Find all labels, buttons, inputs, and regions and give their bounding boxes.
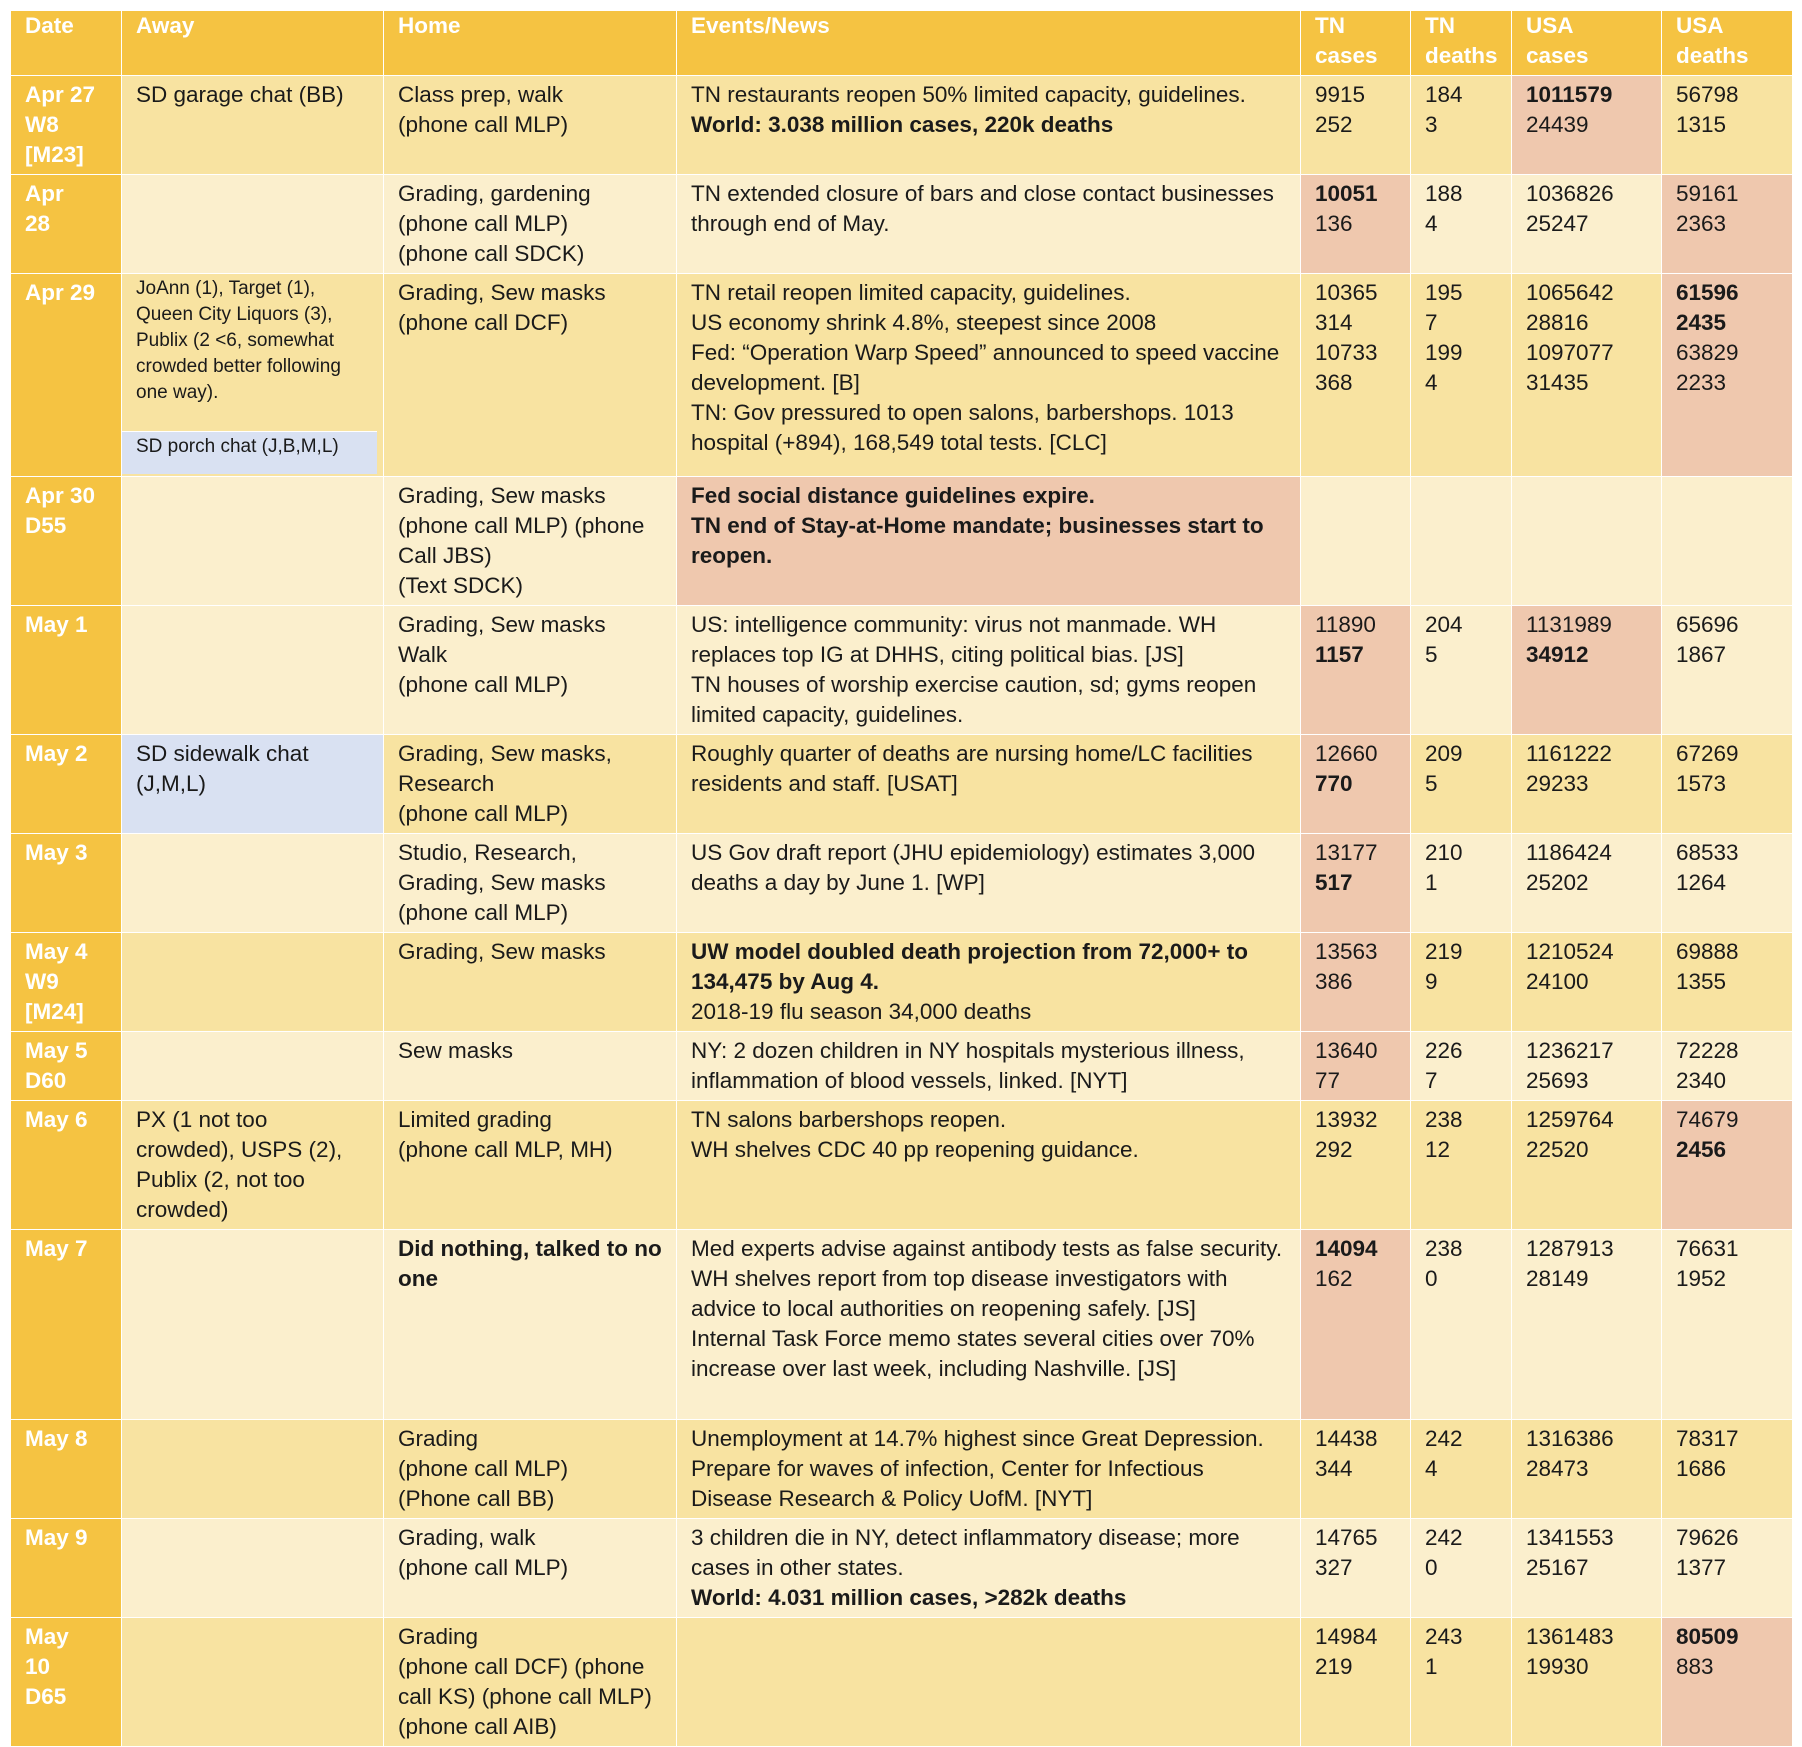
table-row <box>11 274 1793 477</box>
tn-deaths-cell: 238 0 <box>1411 1230 1512 1420</box>
header-usa-cases: USA cases <box>1512 11 1662 76</box>
away-cell <box>122 1230 384 1420</box>
usa-cases-cell: 1316386 28473 <box>1512 1420 1662 1519</box>
tn-deaths-cell: 226 7 <box>1411 1032 1512 1101</box>
events-cell <box>677 1618 1301 1747</box>
away-cell <box>122 477 384 606</box>
tn-cases-cell: 14765 327 <box>1301 1519 1411 1618</box>
away-cell <box>122 933 384 1032</box>
events-cell: TN extended closure of bars and close contact businesses through end of May. <box>677 175 1301 274</box>
tn-deaths-cell: 238 12 <box>1411 1101 1512 1230</box>
usa-deaths-cell: 61596 2435 63829 2233 <box>1662 274 1793 477</box>
tn-deaths-cell: 210 1 <box>1411 834 1512 933</box>
home-cell: Class prep, walk (phone call MLP) <box>384 76 677 175</box>
tn-cases-cell: 10051 136 <box>1301 175 1411 274</box>
usa-cases-cell: 1186424 25202 <box>1512 834 1662 933</box>
usa-deaths-cell <box>1662 477 1793 606</box>
tn-deaths-cell: 242 4 <box>1411 1420 1512 1519</box>
usa-cases-cell: 1036826 25247 <box>1512 175 1662 274</box>
away-cell: PX (1 not too crowded), USPS (2), Publix (2, not too crowded) <box>122 1101 384 1230</box>
tn-cases-cell: 13177 517 <box>1301 834 1411 933</box>
tn-deaths-cell: 219 9 <box>1411 933 1512 1032</box>
tn-cases-cell: 12660 770 <box>1301 735 1411 834</box>
away-cell <box>122 175 384 274</box>
date-cell: May 9 <box>11 1519 122 1618</box>
away-cell <box>122 274 384 477</box>
tn-deaths-cell: 188 4 <box>1411 175 1512 274</box>
date-cell: May 2 <box>11 735 122 834</box>
table-row <box>11 1230 1793 1420</box>
table-row <box>11 1101 1793 1230</box>
tn-cases-cell: 9915 252 <box>1301 76 1411 175</box>
tn-cases-cell: 14438 344 <box>1301 1420 1411 1519</box>
usa-deaths-cell: 56798 1315 <box>1662 76 1793 175</box>
home-cell: Grading (phone call DCF) (phone call KS) (phone call MLP) (phone call AIB) <box>384 1618 677 1747</box>
events-cell: 3 children die in NY, detect inflammatory disease; more cases in other states. World: 4.031 million cases, >282k deaths <box>677 1519 1301 1618</box>
usa-cases-cell <box>1512 477 1662 606</box>
table-row <box>11 1420 1793 1519</box>
usa-cases-cell: 1341553 25167 <box>1512 1519 1662 1618</box>
usa-deaths-cell: 69888 1355 <box>1662 933 1793 1032</box>
usa-deaths-cell: 74679 2456 <box>1662 1101 1793 1230</box>
tn-cases-cell: 13563 386 <box>1301 933 1411 1032</box>
usa-cases-cell: 1236217 25693 <box>1512 1032 1662 1101</box>
away-social: SD porch chat (J,B,M,L) <box>122 431 377 474</box>
tn-cases-cell <box>1301 477 1411 606</box>
events-cell: UW model doubled death projection from 72,000+ to 134,475 by Aug 4. 2018-19 flu season 34,000 deaths <box>677 933 1301 1032</box>
date-cell: May 6 <box>11 1101 122 1230</box>
usa-deaths-cell: 72228 2340 <box>1662 1032 1793 1101</box>
tn-deaths-cell: 184 3 <box>1411 76 1512 175</box>
table-row <box>11 735 1793 834</box>
usa-deaths-cell: 68533 1264 <box>1662 834 1793 933</box>
usa-deaths-cell: 67269 1573 <box>1662 735 1793 834</box>
home-cell: Grading, Sew masks (phone call DCF) <box>384 274 677 477</box>
date-cell: Apr 27 W8 [M23] <box>11 76 122 175</box>
date-cell: May 3 <box>11 834 122 933</box>
tn-cases-cell: 10365 314 10733 368 <box>1301 274 1411 477</box>
table-row <box>11 76 1793 175</box>
table-row <box>11 1519 1793 1618</box>
home-cell: Grading, Sew masks (phone call MLP) (phone Call JBS) (Text SDCK) <box>384 477 677 606</box>
tn-deaths-cell: 195 7 199 4 <box>1411 274 1512 477</box>
home-cell: Grading, walk (phone call MLP) <box>384 1519 677 1618</box>
events-cell: Roughly quarter of deaths are nursing home/LC facilities residents and staff. [USAT] <box>677 735 1301 834</box>
table-row <box>11 834 1793 933</box>
usa-deaths-cell: 76631 1952 <box>1662 1230 1793 1420</box>
date-cell: May 8 <box>11 1420 122 1519</box>
tn-deaths-cell: 209 5 <box>1411 735 1512 834</box>
tn-deaths-cell: 204 5 <box>1411 606 1512 735</box>
tn-deaths-cell: 242 0 <box>1411 1519 1512 1618</box>
events-cell: US: intelligence community: virus not manmade. WH replaces top IG at DHHS, citing political bias. [JS] TN houses of worship exercise caution, sd; gyms reopen limited capacity, guidelines. <box>677 606 1301 735</box>
date-cell: Apr 28 <box>11 175 122 274</box>
header-home: Home <box>384 11 677 76</box>
usa-cases-cell: 1065642 28816 1097077 31435 <box>1512 274 1662 477</box>
home-cell: Grading, Sew masks Walk (phone call MLP) <box>384 606 677 735</box>
tn-deaths-cell: 243 1 <box>1411 1618 1512 1747</box>
date-cell: May 1 <box>11 606 122 735</box>
away-cell <box>122 834 384 933</box>
tn-deaths-cell <box>1411 477 1512 606</box>
events-cell: TN restaurants reopen 50% limited capacity, guidelines. World: 3.038 million cases, 220k deaths <box>677 76 1301 175</box>
table-row <box>11 175 1793 274</box>
covid-log-table <box>10 10 1793 1747</box>
tn-cases-cell: 13932 292 <box>1301 1101 1411 1230</box>
table-row <box>11 933 1793 1032</box>
table-row <box>11 477 1793 606</box>
usa-deaths-cell: 65696 1867 <box>1662 606 1793 735</box>
usa-deaths-cell: 78317 1686 <box>1662 1420 1793 1519</box>
usa-cases-cell: 1011579 24439 <box>1512 76 1662 175</box>
away-cell <box>122 1420 384 1519</box>
away-cell: SD garage chat (BB) <box>122 76 384 175</box>
date-cell: May 4 W9 [M24] <box>11 933 122 1032</box>
away-errands: JoAnn (1), Target (1), Queen City Liquors (3), Publix (2 <6, somewhat crowded better following one way). <box>136 278 341 403</box>
usa-cases-cell: 1287913 28149 <box>1512 1230 1662 1420</box>
usa-deaths-cell: 59161 2363 <box>1662 175 1793 274</box>
home-cell: Grading, Sew masks, Research (phone call MLP) <box>384 735 677 834</box>
header-date: Date <box>11 11 122 76</box>
events-cell: Unemployment at 14.7% highest since Great Depression. Prepare for waves of infection, Center for Infectious Disease Research & Policy UofM. [NYT] <box>677 1420 1301 1519</box>
home-cell: Grading, Sew masks <box>384 933 677 1032</box>
events-cell: US Gov draft report (JHU epidemiology) estimates 3,000 deaths a day by June 1. [WP] <box>677 834 1301 933</box>
date-cell: Apr 30 D55 <box>11 477 122 606</box>
date-cell: May 10 D65 <box>11 1618 122 1747</box>
events-cell: TN salons barbershops reopen. WH shelves CDC 40 pp reopening guidance. <box>677 1101 1301 1230</box>
usa-cases-cell: 1131989 34912 <box>1512 606 1662 735</box>
away-cell <box>122 1032 384 1101</box>
events-cell: TN retail reopen limited capacity, guidelines. US economy shrink 4.8%, steepest since 2008 Fed: “Operation Warp Speed” announced to speed vaccine development. [B] TN: Gov pressured to open salons, barbershops. 1013 hospital (+894), 168,549 total tests. [CLC] <box>677 274 1301 477</box>
home-cell: Grading (phone call MLP) (Phone call BB) <box>384 1420 677 1519</box>
away-cell <box>122 1519 384 1618</box>
header-row <box>11 11 1793 76</box>
table-row <box>11 1032 1793 1101</box>
table-row <box>11 606 1793 735</box>
away-cell <box>122 1618 384 1747</box>
home-cell: Sew masks <box>384 1032 677 1101</box>
away-cell: SD sidewalk chat (J,M,L) <box>122 735 384 834</box>
header-tn-deaths: TN deaths <box>1411 11 1512 76</box>
table-row <box>11 1618 1793 1747</box>
header-events: Events/News <box>677 11 1301 76</box>
date-cell: Apr 29 <box>11 274 122 477</box>
away-cell <box>122 606 384 735</box>
tn-cases-cell: 13640 77 <box>1301 1032 1411 1101</box>
home-cell: Studio, Research, Grading, Sew masks (phone call MLP) <box>384 834 677 933</box>
header-tn-cases: TN cases <box>1301 11 1411 76</box>
header-away: Away <box>122 11 384 76</box>
header-usa-deaths: USA deaths <box>1662 11 1793 76</box>
usa-cases-cell: 1259764 22520 <box>1512 1101 1662 1230</box>
home-cell: Limited grading (phone call MLP, MH) <box>384 1101 677 1230</box>
home-cell: Did nothing, talked to no one <box>384 1230 677 1420</box>
tn-cases-cell: 14094 162 <box>1301 1230 1411 1420</box>
usa-cases-cell: 1361483 19930 <box>1512 1618 1662 1747</box>
tn-cases-cell: 14984 219 <box>1301 1618 1411 1747</box>
usa-deaths-cell: 79626 1377 <box>1662 1519 1793 1618</box>
date-cell: May 7 <box>11 1230 122 1420</box>
usa-deaths-cell: 80509 883 <box>1662 1618 1793 1747</box>
events-cell: Fed social distance guidelines expire. TN end of Stay-at-Home mandate; businesses start to reopen. <box>677 477 1301 606</box>
tn-cases-cell: 11890 1157 <box>1301 606 1411 735</box>
date-cell: May 5 D60 <box>11 1032 122 1101</box>
usa-cases-cell: 1161222 29233 <box>1512 735 1662 834</box>
events-cell: NY: 2 dozen children in NY hospitals mysterious illness, inflammation of blood vessels, linked. [NYT] <box>677 1032 1301 1101</box>
home-cell: Grading, gardening (phone call MLP) (phone call SDCK) <box>384 175 677 274</box>
events-cell: Med experts advise against antibody tests as false security. WH shelves report from top disease investigators with advice to local authorities on reopening safely. [JS] Internal Task Force memo states several cities over 70% increase over last week, including Nashville. [JS] <box>677 1230 1301 1420</box>
usa-cases-cell: 1210524 24100 <box>1512 933 1662 1032</box>
